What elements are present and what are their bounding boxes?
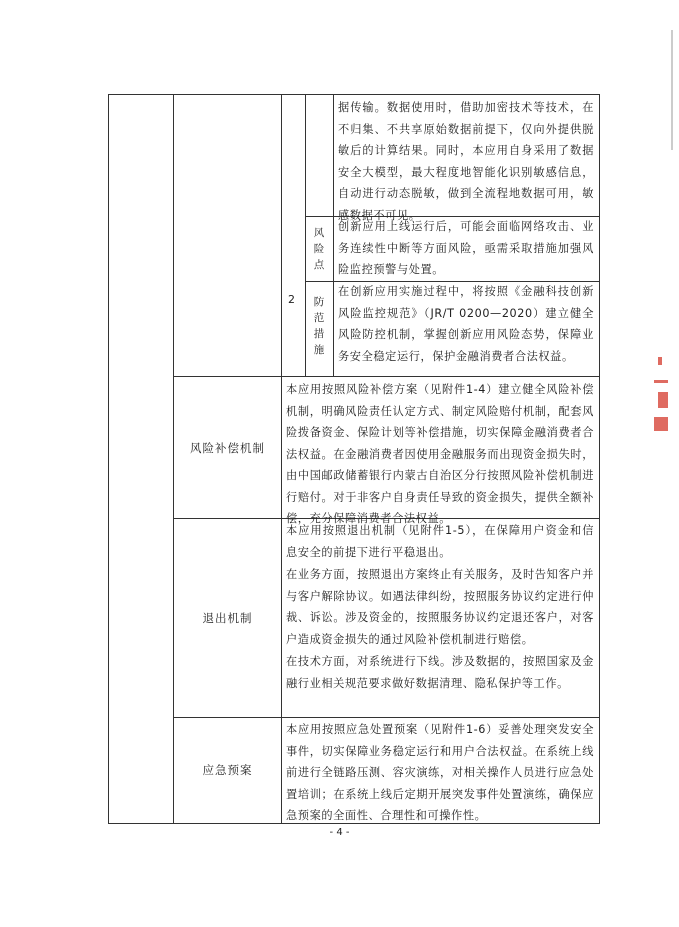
emergency-plan-label: 应急预案 bbox=[202, 763, 253, 777]
column-divider-2 bbox=[281, 94, 282, 824]
row-line-emergency-top bbox=[173, 717, 600, 718]
page-number: - 4 - bbox=[329, 827, 350, 838]
risk-point-label: 风险点 bbox=[313, 227, 325, 271]
risk-point-text: 创新应用上线运行后，可能会面临网络攻击、业务连续性中断等方面风险，亟需采取措施加强风险监控预警与处置。 bbox=[338, 220, 594, 276]
column-divider-3 bbox=[305, 94, 306, 376]
page-edge-shadow bbox=[671, 30, 673, 150]
continued-data-security-text: 据传输。数据使用时，借助加密技术等技术，在不归集、不共享原始数据前提下，仅向外提供脱敏后的计算结果。同时，本应用自身采用了数据安全大模型，最大程度地智能化识别敏感信息，自动进行动态脱敏，做到全流程地数据可用，敏感数据不可见。 bbox=[338, 101, 594, 222]
risk-compensation-text: 本应用按照风险补偿方案（见附件1-4）建立健全风险补偿机制，明确风险责任认定方式、制定风险赔付机制，配套风险拨备资金、保险计划等补偿措施，切实保障金融消费者合法权益。在金融消费者因使用金融服务而出现资金损失时，由中国邮政储蓄银行内蒙古自治区分行按照风险补偿机制进行赔付。对于非客户自身责任导致的资金损失，提供全额补偿，充分保障消费者合法权益。 bbox=[286, 383, 594, 525]
table-top-border bbox=[108, 94, 600, 95]
table-left-border bbox=[108, 94, 109, 824]
table-right-border bbox=[599, 94, 600, 824]
risk-compensation-label: 风险补偿机制 bbox=[190, 441, 265, 455]
row-line-compensation-top bbox=[173, 376, 600, 377]
risk-group-number: 2 bbox=[288, 293, 295, 306]
exit-mechanism-paragraph-1: 本应用按照退出机制（见附件1-5），在保障用户资金和信息安全的前提下进行平稳退出。 bbox=[286, 524, 594, 559]
prevention-measures-label: 防范措施 bbox=[313, 296, 325, 356]
column-divider-4 bbox=[333, 94, 334, 376]
column-divider-1 bbox=[173, 94, 174, 824]
emergency-plan-text: 本应用按照应急处置预案（见附件1-6）妥善处理突发安全事件，切实保障业务稳定运行和用户合法权益。在系统上线前进行全链路压测、容灾演练，对相关操作人员进行应急处置培训；在系统上线后定期开展突发事件处置演练，确保应急预案的全面性、合理性和可操作性。 bbox=[286, 723, 594, 822]
exit-mechanism-paragraph-2: 在业务方面，按照退出方案终止有关服务，及时告知客户并与客户解除协议。如遇法律纠纷，按照服务协议约定进行仲裁、诉讼。涉及资金的，按照服务协议约定退还客户，对客户造成资金损失的通过风险补偿机制进行赔偿。 bbox=[286, 568, 594, 646]
prevention-measures-text: 在创新应用实施过程中，将按照《金融科技创新风险监控规范》（JR/T 0200—2020）建立健全风险防控机制，掌握创新应用风险态势，保障业务安全稳定运行，保护金融消费者合法权益。 bbox=[338, 285, 594, 363]
exit-mechanism-paragraph-3: 在技术方面，对系统进行下线。涉及数据的，按照国家及金融行业相关规范要求做好数据清理、隐私保护等工作。 bbox=[286, 655, 594, 690]
exit-mechanism-label: 退出机制 bbox=[202, 611, 253, 625]
